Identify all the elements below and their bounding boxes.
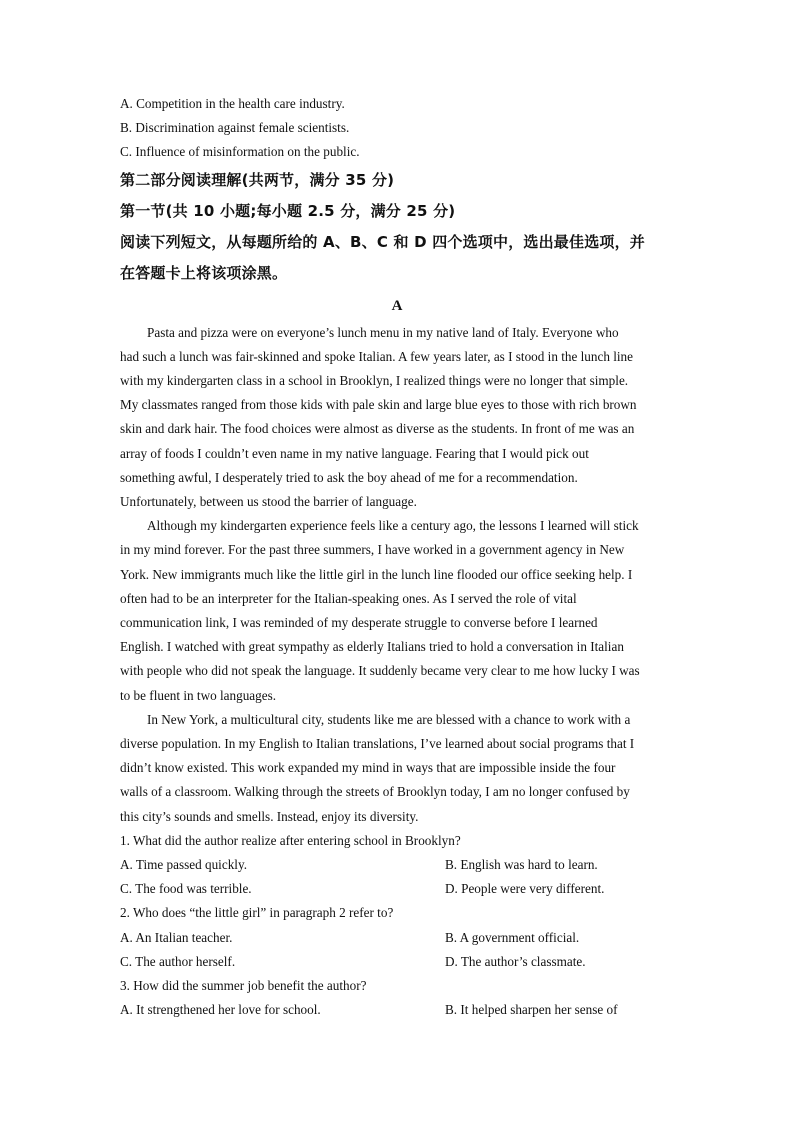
instruction-line-2: 在答题卡上将该项涂黑。: [120, 263, 288, 282]
question-2-option-d: D. The author’s classmate.: [445, 953, 586, 969]
question-1-stem: 1. What did the author realize after entering school in Brooklyn?: [120, 832, 461, 848]
paragraph-line: array of foods I couldn’t even name in my native language. Fearing that I would pick out: [120, 445, 589, 461]
paragraph-line: had such a lunch was fair-skinned and spoke Italian. A few years later, as I stood in the lunch line: [120, 348, 634, 364]
paragraph-line: in my mind forever. For the past three summers, I have worked in a government agency in New: [120, 542, 625, 558]
paragraph-line: English. I watched with great sympathy as elderly Italians tried to hold a conversation in Italian: [120, 639, 624, 655]
paragraph-2: [120, 514, 674, 708]
paragraph-line: with my kindergarten class in a school in Brooklyn, I realized things were no longer that simple.: [120, 373, 629, 389]
paragraph-line: skin and dark hair. The food choices were almost as diverse as the students. In front of me was an: [120, 421, 635, 437]
question-1-options-row-2: [120, 877, 674, 901]
paragraph-line: Unfortunately, between us stood the barrier of language.: [120, 494, 417, 510]
document-page: [120, 92, 674, 1023]
question-1-option-c: C. The food was terrible.: [120, 881, 252, 897]
paragraph-line: with people who did not speak the language. It suddenly became very clear to me how lucky I was: [120, 663, 640, 679]
paragraph-1: [120, 321, 674, 515]
question-1-option-a: A. Time passed quickly.: [120, 857, 247, 873]
instruction-line-1: 阅读下列短文，从每题所给的 A、B、C 和 D 四个选项中，选出最佳选项，并: [120, 232, 645, 251]
question-2-option-c: C. The author herself.: [120, 953, 236, 969]
question-1-option-d: D. People were very different.: [445, 881, 605, 897]
paragraph-line: York. New immigrants much like the little girl in the lunch line flooded our office seeking help. I: [120, 566, 633, 582]
paragraph-line: didn’t know existed. This work expanded my mind in ways that are impossible inside the four: [120, 760, 616, 776]
question-1-options-row-1: [120, 853, 674, 877]
prev-option-c: C. Influence of misinformation on the public.: [120, 144, 360, 160]
question-2-option-b: B. A government official.: [445, 929, 580, 945]
paragraph-line: Although my kindergarten experience feels like a century ago, the lessons I learned will stick: [147, 518, 639, 534]
paragraph-line: diverse population. In my English to Italian translations, I’ve learned about social programs that I: [120, 736, 635, 752]
paragraph-3: [120, 708, 674, 829]
section-heading: 第二部分阅读理解(共两节，满分 35 分): [120, 170, 395, 189]
question-2-options-row-2: [120, 950, 674, 974]
prev-option-b: B. Discrimination against female scientists.: [120, 120, 350, 136]
question-3-stem: 3. How did the summer job benefit the author?: [120, 978, 367, 994]
paragraph-line: something awful, I desperately tried to ask the boy ahead of me for a recommendation.: [120, 469, 578, 485]
passage-title: A: [391, 297, 403, 314]
paragraph-line: Pasta and pizza were on everyone’s lunch menu in my native land of Italy. Everyone who: [147, 324, 619, 340]
paragraph-line: often had to be an interpreter for the Italian-speaking ones. As I served the role of vital: [120, 590, 577, 606]
question-3-option-a: A. It strengthened her love for school.: [120, 1002, 321, 1018]
question-1-option-b: B. English was hard to learn.: [445, 857, 598, 873]
paragraph-line: In New York, a multicultural city, students like me are blessed with a chance to work with a: [147, 711, 631, 727]
paragraph-line: to be fluent in two languages.: [120, 687, 277, 703]
question-2-stem: 2. Who does “the little girl” in paragraph 2 refer to?: [120, 905, 394, 921]
subsection-heading: 第一节(共 10 小题;每小题 2.5 分，满分 25 分): [120, 201, 456, 220]
paragraph-line: walls of a classroom. Walking through the streets of Brooklyn today, I am no longer confused by: [120, 784, 630, 800]
question-3-option-b: B. It helped sharpen her sense of: [445, 1002, 618, 1018]
paragraph-line: communication link, I was reminded of my desperate struggle to converse before I learned: [120, 615, 598, 631]
paragraph-line: My classmates ranged from those kids with pale skin and large blue eyes to those with rich brown: [120, 397, 637, 413]
prev-option-a: A. Competition in the health care industry.: [120, 96, 345, 111]
paragraph-line: this city’s sounds and smells. Instead, enjoy its diversity.: [120, 808, 419, 824]
question-3-options-row-1: [120, 998, 674, 1022]
question-2-options-row-1: [120, 926, 674, 950]
question-2-option-a: A. An Italian teacher.: [120, 929, 233, 945]
